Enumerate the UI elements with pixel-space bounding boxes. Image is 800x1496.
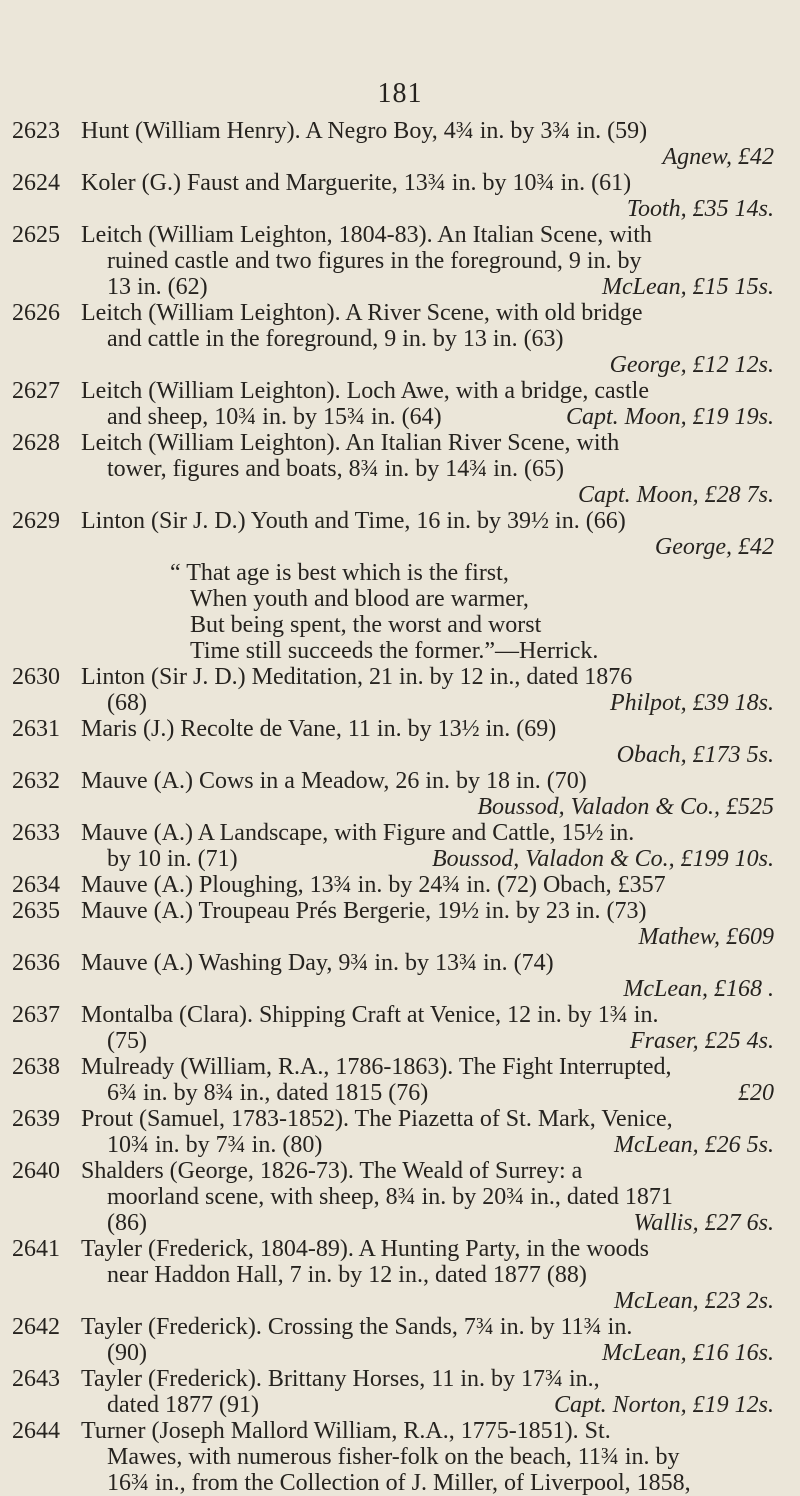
lot-number: 2641 — [12, 1236, 60, 1262]
buyer-price: Fraser, £25 4s. — [629, 1028, 774, 1054]
entry-description — [81, 508, 774, 560]
catalogue-entry — [0, 950, 800, 1002]
buyer-price-text: Capt. Moon, £28 7s. — [577, 482, 774, 508]
quoted-verse — [170, 560, 800, 664]
entry-line: Turner (Joseph Mallord William, R.A., 1775-1851). St. — [81, 1418, 611, 1444]
entry-line-text: (75) — [107, 1028, 147, 1054]
lot-number: 2643 — [12, 1366, 60, 1392]
lot-number: 2627 — [12, 378, 60, 404]
entry-line: Koler (G.) Faust and Marguerite, 13¾ in. by 10¾ in. (61) — [81, 170, 632, 196]
buyer-price — [81, 352, 774, 378]
catalogue-entry — [0, 1236, 800, 1314]
lot-number: 2639 — [12, 1106, 60, 1132]
lot-number: 2634 — [12, 872, 60, 898]
entry-description — [81, 118, 774, 170]
buyer-price-text: Mathew, £609 — [638, 924, 774, 950]
catalogue-entry — [0, 1002, 800, 1054]
entry-line — [81, 846, 774, 872]
catalogue-entry — [0, 508, 800, 560]
lot-number: 2636 — [12, 950, 60, 976]
lot-number: 2635 — [12, 898, 60, 924]
buyer-price-text: Agnew, £42 — [662, 144, 774, 170]
entry-line-text: 6¾ in. by 8¾ in., dated 1815 (76) — [107, 1080, 429, 1106]
lot-number: 2638 — [12, 1054, 60, 1080]
catalogue-entry — [0, 1106, 800, 1158]
entry-line: Maris (J.) Recolte de Vane, 11 in. by 13½ in. (69) — [81, 716, 557, 742]
entry-line — [81, 1132, 774, 1158]
entry-description — [81, 1236, 774, 1314]
catalogue-entry — [0, 872, 800, 898]
entry-line: 16¾ in., from the Collection of J. Miller, of Liverpool, 1858, — [107, 1470, 691, 1496]
entry-line — [81, 1080, 774, 1106]
entry-description — [81, 1106, 774, 1158]
entry-line: moorland scene, with sheep, 8¾ in. by 20¾ in., dated 1871 — [107, 1184, 673, 1210]
entry-line: Hunt (William Henry). A Negro Boy, 4¾ in. by 3¾ in. (59) — [81, 118, 648, 144]
entries-list — [0, 118, 800, 1496]
buyer-price — [81, 742, 774, 768]
entry-line — [81, 1210, 774, 1236]
buyer-price: Capt. Moon, £19 19s. — [565, 404, 774, 430]
catalogue-entry — [0, 1158, 800, 1236]
catalogue-entry — [0, 664, 800, 716]
entry-line: Linton (Sir J. D.) Youth and Time, 16 in. by 39½ in. (66) — [81, 508, 626, 534]
entry-description — [81, 300, 774, 378]
buyer-price: McLean, £16 16s. — [602, 1340, 774, 1366]
entry-line: Mauve (A.) A Landscape, with Figure and Cattle, 15½ in. — [81, 820, 635, 846]
entry-line: Linton (Sir J. D.) Meditation, 21 in. by 12 in., dated 1876 — [81, 664, 633, 690]
buyer-price-text: Obach, £173 5s. — [616, 742, 774, 768]
entry-description — [81, 1418, 774, 1496]
lot-number: 2633 — [12, 820, 60, 846]
entry-line — [81, 1392, 774, 1418]
entry-line: Mauve (A.) Troupeau Prés Bergerie, 19½ in. by 23 in. (73) — [81, 898, 647, 924]
buyer-price-text: McLean, £23 2s. — [614, 1288, 774, 1314]
lot-number: 2626 — [12, 300, 60, 326]
lot-number: 2637 — [12, 1002, 60, 1028]
entry-line: near Haddon Hall, 7 in. by 12 in., dated 1877 (88) — [107, 1262, 587, 1288]
buyer-price: Philpot, £39 18s. — [609, 690, 774, 716]
entry-description — [81, 950, 774, 1002]
lot-number: 2623 — [12, 118, 60, 144]
catalogue-entry — [0, 1054, 800, 1106]
entry-line: Mawes, with numerous fisher-folk on the beach, 11¾ in. by — [107, 1444, 680, 1470]
buyer-price — [81, 794, 774, 820]
entry-line: ruined castle and two figures in the foreground, 9 in. by — [107, 248, 642, 274]
catalogue-entry — [0, 118, 800, 170]
buyer-price — [81, 534, 774, 560]
entry-line: Montalba (Clara). Shipping Craft at Venice, 12 in. by 1¾ in. — [81, 1002, 659, 1028]
entry-description — [81, 664, 774, 716]
lot-number: 2630 — [12, 664, 60, 690]
buyer-price-text: Tooth, £35 14s. — [626, 196, 774, 222]
entry-line-text: and sheep, 10¾ in. by 15¾ in. (64) — [107, 404, 442, 430]
catalogue-entry — [0, 222, 800, 300]
entry-line-text: (86) — [107, 1210, 147, 1236]
lot-number: 2625 — [12, 222, 60, 248]
entry-line-text: by 10 in. (71) — [107, 846, 238, 872]
entry-description — [81, 1054, 774, 1106]
entry-line: Leitch (William Leighton). A River Scene, with old bridge — [81, 300, 643, 326]
buyer-price — [81, 196, 774, 222]
verse-line: But being spent, the worst and worst — [190, 612, 542, 638]
entry-description — [81, 170, 774, 222]
page-number: 181 — [377, 78, 423, 109]
entry-line: Leitch (William Leighton). Loch Awe, with a bridge, castle — [81, 378, 649, 404]
buyer-price-text: George, £12 12s. — [609, 352, 774, 378]
entry-line: and cattle in the foreground, 9 in. by 13 in. (63) — [107, 326, 564, 352]
buyer-price — [81, 1288, 774, 1314]
buyer-price-text: George, £42 — [654, 534, 774, 560]
entry-line — [81, 690, 774, 716]
entry-description — [81, 1314, 774, 1366]
entry-line — [81, 1340, 774, 1366]
verse-line: Time still succeeds the former.”—Herrick. — [190, 638, 599, 664]
lot-number: 2629 — [12, 508, 60, 534]
catalogue-entry — [0, 378, 800, 430]
buyer-price: £20 — [738, 1080, 774, 1106]
catalogue-entry — [0, 716, 800, 768]
catalogue-entry — [0, 1366, 800, 1418]
entry-description — [81, 716, 774, 768]
entry-description — [81, 898, 774, 950]
lot-number: 2624 — [12, 170, 60, 196]
entry-line: Tayler (Frederick). Crossing the Sands, 7¾ in. by 11¾ in. — [81, 1314, 633, 1340]
entry-description — [81, 1366, 774, 1418]
catalogue-entry — [0, 430, 800, 508]
buyer-price: Wallis, £27 6s. — [633, 1210, 774, 1236]
buyer-price: Boussod, Valadon & Co., £199 10s. — [431, 846, 774, 872]
catalogue-entry — [0, 170, 800, 222]
entry-description — [81, 430, 774, 508]
entry-line: Shalders (George, 1826-73). The Weald of Surrey: a — [81, 1158, 583, 1184]
entry-line-text: (90) — [107, 1340, 147, 1366]
entry-description — [81, 768, 774, 820]
entry-line-text: (68) — [107, 690, 147, 716]
lot-number: 2628 — [12, 430, 60, 456]
entry-line — [81, 404, 774, 430]
entry-line-text: 10¾ in. by 7¾ in. (80) — [107, 1132, 323, 1158]
buyer-price: McLean, £26 5s. — [614, 1132, 774, 1158]
buyer-price-text: Boussod, Valadon & Co., £525 — [477, 794, 774, 820]
entry-line-text: 13 in. (62) — [107, 274, 208, 300]
entry-line: Leitch (William Leighton). An Italian River Scene, with — [81, 430, 620, 456]
buyer-price — [81, 482, 774, 508]
entry-line: Mauve (A.) Washing Day, 9¾ in. by 13¾ in. (74) — [81, 950, 554, 976]
entry-line: Leitch (William Leighton, 1804-83). An Italian Scene, with — [81, 222, 652, 248]
lot-number: 2644 — [12, 1418, 60, 1444]
entry-line-text: dated 1877 (91) — [107, 1392, 259, 1418]
buyer-price — [81, 144, 774, 170]
entry-line: Tayler (Frederick, 1804-89). A Hunting Party, in the woods — [81, 1236, 649, 1262]
verse-line: When youth and blood are warmer, — [190, 586, 529, 612]
entry-line: Mauve (A.) Cows in a Meadow, 26 in. by 18 in. (70) — [81, 768, 587, 794]
catalogue-entry — [0, 768, 800, 820]
buyer-price — [81, 976, 774, 1002]
entry-description — [81, 820, 774, 872]
catalogue-entry — [0, 898, 800, 950]
entry-line — [81, 274, 774, 300]
entry-line: Mulready (William, R.A., 1786-1863). The Fight Interrupted, — [81, 1054, 672, 1080]
catalogue-entry — [0, 1314, 800, 1366]
entry-line: Prout (Samuel, 1783-1852). The Piazetta of St. Mark, Venice, — [81, 1106, 673, 1132]
entry-line — [81, 1028, 774, 1054]
entry-line: Mauve (A.) Ploughing, 13¾ in. by 24¾ in. (72) Obach, £357 — [81, 872, 666, 898]
lot-number: 2632 — [12, 768, 60, 794]
entry-line: tower, figures and boats, 8¾ in. by 14¾ in. (65) — [107, 456, 564, 482]
buyer-price: Capt. Norton, £19 12s. — [553, 1392, 774, 1418]
catalogue-entry — [0, 1418, 800, 1496]
lot-number: 2642 — [12, 1314, 60, 1340]
buyer-price: McLean, £15 15s. — [602, 274, 774, 300]
verse-line: “ That age is best which is the first, — [170, 560, 509, 586]
buyer-price-text: McLean, £168 . — [623, 976, 774, 1002]
entry-description — [81, 1002, 774, 1054]
entry-description — [81, 378, 774, 430]
catalogue-entry — [0, 300, 800, 378]
entry-description — [81, 1158, 774, 1236]
entry-line: Tayler (Frederick). Brittany Horses, 11 in. by 17¾ in., — [81, 1366, 600, 1392]
catalogue-entry — [0, 820, 800, 872]
lot-number: 2631 — [12, 716, 60, 742]
entry-description — [81, 222, 774, 300]
entry-description — [81, 872, 774, 898]
lot-number: 2640 — [12, 1158, 60, 1184]
buyer-price — [81, 924, 774, 950]
